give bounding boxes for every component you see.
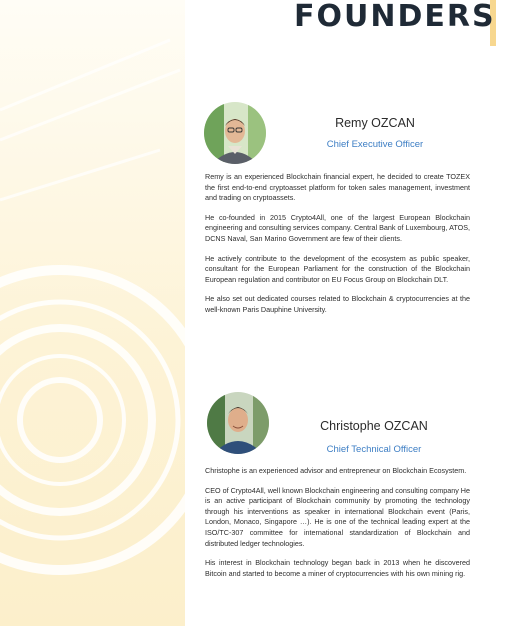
page-title: FOUNDERS (294, 0, 496, 34)
bio-paragraph: Christophe is an experienced advisor and entrepreneur on Blockchain Ecosystem. (205, 466, 467, 475)
bio-paragraph: He actively contribute to the development of the ecosystem as public speaker, consultant for the European Parliament for the construction of the Blockchain European regulation and contributor on EU Focus Group on Blockchain DLT. (205, 253, 470, 284)
bio-paragraph: He co-founded in 2015 Crypto4All, one of the largest European Blockchain engineering and consulting services company. Central Bank of Luxembourg, ATOS, DCNS Naval, San Marino Government are few of their clients. (205, 212, 470, 243)
avatar-christophe (207, 392, 269, 454)
founder-name: Christophe OZCAN (320, 419, 428, 433)
bio-paragraph: He also set out dedicated courses related to Blockchain & cryptocurrencies at the well-known Paris Dauphine University. (205, 294, 470, 314)
decorative-arcs (0, 0, 185, 626)
founder-bio (205, 172, 470, 325)
bio-paragraph: Remy is an experienced Blockchain financial expert, he decided to create TOZEX the first end-to-end cryptoasset platform for token sales management, investment and trading on cryptoassets. (205, 172, 470, 203)
avatar-remy (204, 102, 266, 164)
founder-role: Chief Technical Officer (326, 444, 422, 455)
founder-bio (205, 466, 470, 588)
founder-name: Remy OZCAN (335, 116, 415, 130)
bio-paragraph: His interest in Blockchain technology began back in 2013 when he discovered Bitcoin and started to become a miner of cryptocurrencies with his own mining rig. (205, 558, 470, 578)
bio-paragraph: CEO of Crypto4All, well known Blockchain engineering and consulting company He is an active participant of Blockchain community by promoting the technology through his interventions as speaker in international Blockchain event (Paris, London, Monaco, Singapore …). He is one of the technical leading expert at the ISO/TC-307 committee for international standardization of Blockchain and distributed ledger technologies. (205, 485, 470, 548)
decorative-side-band (0, 0, 185, 626)
founder-role: Chief Executive Officer (326, 139, 424, 150)
